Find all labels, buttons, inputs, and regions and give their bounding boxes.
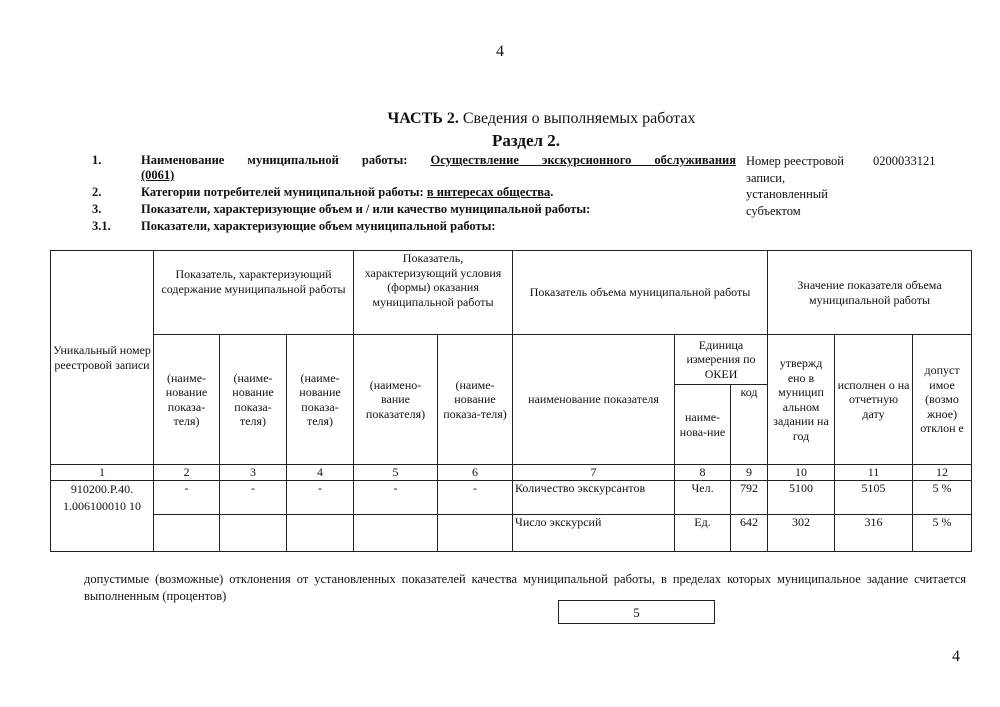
allowed-deviation-cell: 5 % xyxy=(913,480,972,514)
page-number-bottom: 4 xyxy=(952,648,960,665)
column-number: 10 xyxy=(768,465,835,481)
unit-code-cell: 642 xyxy=(731,514,768,551)
page-number-top: 4 xyxy=(496,43,504,60)
header-unit: Единица измерения по ОКЕИ xyxy=(675,335,768,385)
item-3-number: 3. xyxy=(92,202,102,216)
column-number: 8 xyxy=(675,465,731,481)
empty-cell xyxy=(287,514,354,551)
item-1-code: (0061) xyxy=(141,168,175,182)
allowed-deviation-cell: 5 % xyxy=(913,514,972,551)
column-number: 5 xyxy=(354,465,438,481)
header-volume-value: Значение показателя объема муниципальной работы xyxy=(768,251,972,335)
header-volume-indicator: Показатель объема муниципальной работы xyxy=(513,251,768,335)
approved-value-cell: 5100 xyxy=(768,480,835,514)
column-number: 2 xyxy=(154,465,220,481)
empty-cell xyxy=(354,514,438,551)
column-number: 7 xyxy=(513,465,675,481)
header-sub-name: (наиме-нование показа-теля) xyxy=(438,335,513,465)
item-3-text: Показатели, характеризующие объем и / или качество муниципальной работы: xyxy=(141,202,591,216)
item-1-number: 1. xyxy=(92,153,102,167)
allowed-deviation-value-box: 5 xyxy=(558,600,715,624)
unit-name-cell: Ед. xyxy=(675,514,731,551)
header-conditions-indicator: Показатель, характеризующий условия (формы) оказания муниципальной работы xyxy=(354,251,513,335)
column-number: 9 xyxy=(731,465,768,481)
header-executed: исполнен о на отчетную дату xyxy=(835,335,913,465)
dash-cell: - xyxy=(154,480,220,514)
volume-indicators-table xyxy=(50,250,972,552)
item-2-number: 2. xyxy=(92,185,102,199)
approved-value-cell: 302 xyxy=(768,514,835,551)
empty-cell xyxy=(220,514,287,551)
dash-cell: - xyxy=(354,480,438,514)
header-approved: утвержд ено в муницип альном задании на год xyxy=(768,335,835,465)
section-title: Раздел 2. xyxy=(491,131,561,150)
indicator-name-cell: Количество экскурсантов xyxy=(513,480,675,514)
header-content-indicator: Показатель, характеризующий содержание муниципальной работы xyxy=(154,251,354,335)
registry-line: субъектом xyxy=(746,203,801,218)
item-2-text: Категории потребителей муниципальной работы: в интересах общества. xyxy=(141,185,554,199)
header-sub-name: (наиме-нование показа-теля) xyxy=(220,335,287,465)
header-sub-name-condition: (наимено-вание показателя) xyxy=(354,335,438,465)
registry-code: 0200033121 xyxy=(873,154,936,168)
registry-line: записи, xyxy=(746,170,786,185)
column-number: 12 xyxy=(913,465,972,481)
executed-value-cell: 316 xyxy=(835,514,913,551)
header-unit-code: код xyxy=(731,385,768,465)
column-number: 11 xyxy=(835,465,913,481)
item-1-text: Наименование муниципальной работы: Осуществление экскурсионного обслуживания xyxy=(141,153,736,167)
registry-line: установленный xyxy=(746,187,828,201)
empty-cell xyxy=(438,514,513,551)
header-indicator-name: наименование показателя xyxy=(513,335,675,465)
registry-code-cell: 910200.Р.40. 1.006100010 10 xyxy=(51,480,154,551)
indicator-name-cell: Число экскурсий xyxy=(513,514,675,551)
registry-number-block xyxy=(746,153,946,219)
column-number: 6 xyxy=(438,465,513,481)
dash-cell: - xyxy=(287,480,354,514)
header-unique-number: Уникальный номер реестровой записи xyxy=(51,251,154,465)
dash-cell: - xyxy=(438,480,513,514)
column-number: 3 xyxy=(220,465,287,481)
unit-name-cell: Чел. xyxy=(675,480,731,514)
header-unit-name: наиме-нова-ние xyxy=(675,385,731,465)
column-number: 1 xyxy=(51,465,154,481)
allowed-deviation-note: допустимые (возможные) отклонения от установленных показателей качества муниципальной работы, в пределах которых муниципальное задание считается выполненным (процентов) xyxy=(84,572,966,603)
column-number: 4 xyxy=(287,465,354,481)
part-title: ЧАСТЬ 2. Сведения о выполняемых работах xyxy=(387,110,696,127)
header-allowed-deviation: допуст имое (возмо жное) отклон е xyxy=(913,335,972,465)
registry-line: Номер реестровой xyxy=(746,154,844,168)
header-sub-name: (наиме-нование показа-теля) xyxy=(287,335,354,465)
header-sub-name: (наиме-нование показа-теля) xyxy=(154,335,220,465)
dash-cell: - xyxy=(220,480,287,514)
item-3-1-text: Показатели, характеризующие объем муниципальной работы: xyxy=(141,219,496,233)
empty-cell xyxy=(154,514,220,551)
executed-value-cell: 5105 xyxy=(835,480,913,514)
unit-code-cell: 792 xyxy=(731,480,768,514)
item-3-1-number: 3.1. xyxy=(92,219,111,233)
